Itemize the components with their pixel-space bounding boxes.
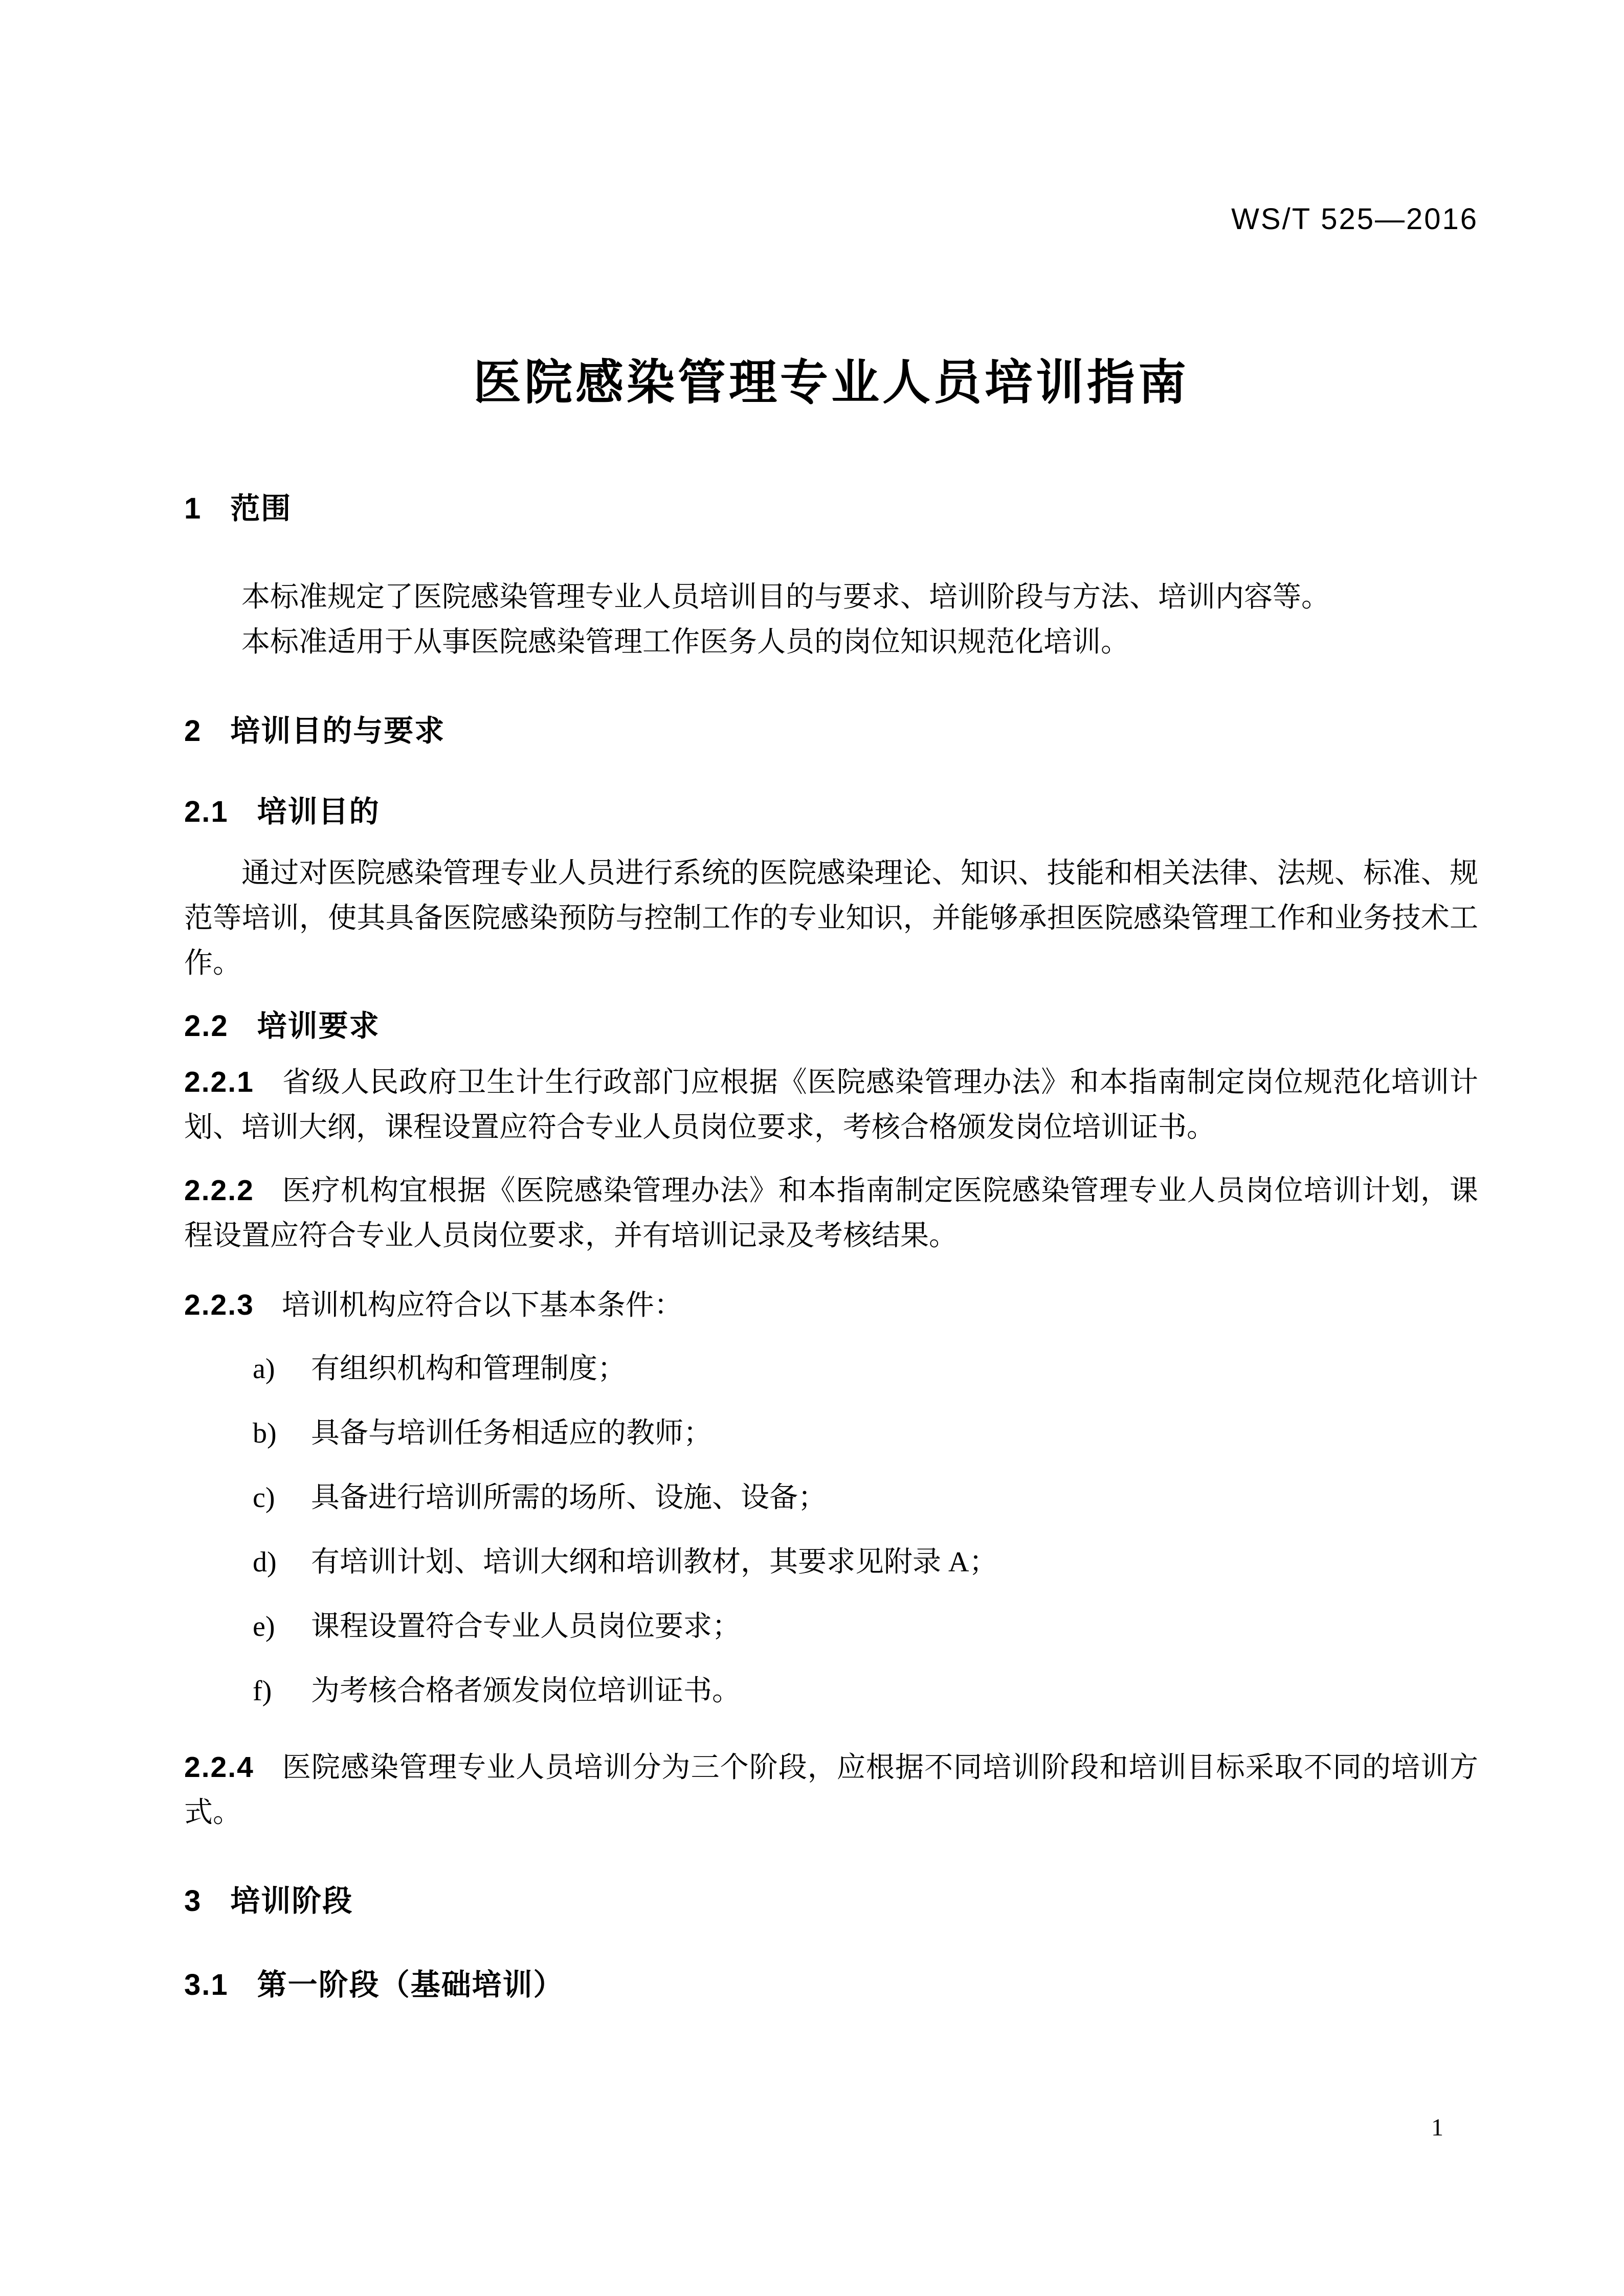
section-3-title: 培训阶段 bbox=[230, 1884, 353, 1918]
scope-paragraph-2: 本标准适用于从事医院感染管理工作医务人员的岗位知识规范化培训。 bbox=[241, 626, 1129, 658]
list-item-f-text: 为考核合格者颁发岗位培训证书。 bbox=[311, 1675, 741, 1707]
list-item-b-marker: b) bbox=[253, 1417, 277, 1449]
list-item-a bbox=[184, 1354, 1478, 1384]
document-title: 医院感染管理专业人员培训指南 bbox=[473, 355, 1189, 409]
clause-2-2-3-text: 培训机构应符合以下基本条件： bbox=[281, 1290, 683, 1321]
list-item-e bbox=[184, 1612, 1478, 1641]
list-item-e-text: 课程设置符合专业人员岗位要求； bbox=[311, 1611, 741, 1642]
section-2-2-number: 2.2 bbox=[184, 1009, 229, 1043]
section-1-body bbox=[184, 575, 1478, 665]
list-item-a-text: 有组织机构和管理制度； bbox=[311, 1353, 626, 1385]
list-item-c bbox=[184, 1483, 1478, 1513]
list-item-d-marker: d) bbox=[253, 1546, 277, 1578]
list-item-f-marker: f) bbox=[253, 1675, 272, 1707]
section-2-heading bbox=[184, 716, 1478, 747]
section-1-number: 1 bbox=[184, 492, 202, 525]
clause-2-2-2-text: 医疗机构宜根据《医院感染管理办法》和本指南制定医院感染管理专业人员岗位培训计划，课程设置应符合专业人员岗位要求，并有培训记录及考核结果。 bbox=[184, 1175, 1478, 1252]
clause-2-2-4-text: 医院感染管理专业人员培训分为三个阶段，应根据不同培训阶段和培训目标采取不同的培训方式。 bbox=[184, 1752, 1478, 1829]
clause-2-2-2-number: 2.2.2 bbox=[184, 1174, 254, 1207]
clause-2-2-1-text: 省级人民政府卫生计生行政部门应根据《医院感染管理办法》和本指南制定岗位规范化培训计划、培训大纲，课程设置应符合专业人员岗位要求，考核合格颁发岗位培训证书。 bbox=[184, 1067, 1478, 1143]
scope-paragraph-1: 本标准规定了医院感染管理专业人员培训目的与要求、培训阶段与方法、培训内容等。 bbox=[241, 581, 1330, 613]
section-3-1-number: 3.1 bbox=[184, 1968, 229, 2001]
list-item-d bbox=[184, 1547, 1478, 1577]
list-item-d-text: 有培训计划、培训大纲和培训教材，其要求见附录 A； bbox=[311, 1546, 998, 1578]
standard-code: WS/T 525—2016 bbox=[1231, 202, 1478, 236]
section-2-1-body bbox=[184, 851, 1478, 986]
section-2-number: 2 bbox=[184, 714, 202, 748]
section-3-heading bbox=[184, 1886, 1478, 1917]
section-2-title: 培训目的与要求 bbox=[230, 714, 446, 748]
list-item-c-text: 具备进行培训所需的场所、设施、设备； bbox=[311, 1482, 827, 1514]
list-item-f bbox=[184, 1676, 1478, 1706]
section-2-2-title: 培训要求 bbox=[257, 1009, 380, 1043]
clause-2-2-2 bbox=[184, 1168, 1478, 1258]
section-1-title: 范围 bbox=[230, 492, 292, 525]
section-2-2-heading bbox=[184, 1011, 1478, 1042]
clause-2-2-4 bbox=[184, 1745, 1478, 1835]
list-item-c-marker: c) bbox=[253, 1482, 275, 1514]
clause-2-2-4-number: 2.2.4 bbox=[184, 1751, 254, 1784]
conditions-list bbox=[184, 1354, 1478, 1741]
list-item-b bbox=[184, 1419, 1478, 1448]
clause-2-2-3-number: 2.2.3 bbox=[184, 1289, 254, 1321]
section-2-1-title: 培训目的 bbox=[257, 795, 380, 828]
list-item-e-marker: e) bbox=[253, 1611, 275, 1642]
page-number: 1 bbox=[1431, 2114, 1443, 2141]
section-2-1-number: 2.1 bbox=[184, 795, 229, 828]
clause-2-2-1 bbox=[184, 1060, 1478, 1150]
section-2-1-heading bbox=[184, 797, 1478, 827]
list-item-b-text: 具备与培训任务相适应的教师； bbox=[311, 1417, 712, 1449]
section-3-1-title: 第一阶段（基础培训） bbox=[257, 1968, 564, 2001]
list-item-a-marker: a) bbox=[253, 1353, 275, 1385]
section-3-1-heading bbox=[184, 1970, 1478, 2000]
section-1-heading bbox=[184, 493, 1478, 524]
clause-2-2-1-number: 2.2.1 bbox=[184, 1066, 254, 1098]
training-purpose-paragraph: 通过对医院感染管理专业人员进行系统的医院感染理论、知识、技能和相关法律、法规、标准、规范等培训，使其具备医院感染预防与控制工作的专业知识，并能够承担医院感染管理工作和业务技术工作。 bbox=[184, 858, 1478, 979]
section-3-number: 3 bbox=[184, 1884, 202, 1918]
clause-2-2-3 bbox=[184, 1282, 1478, 1328]
